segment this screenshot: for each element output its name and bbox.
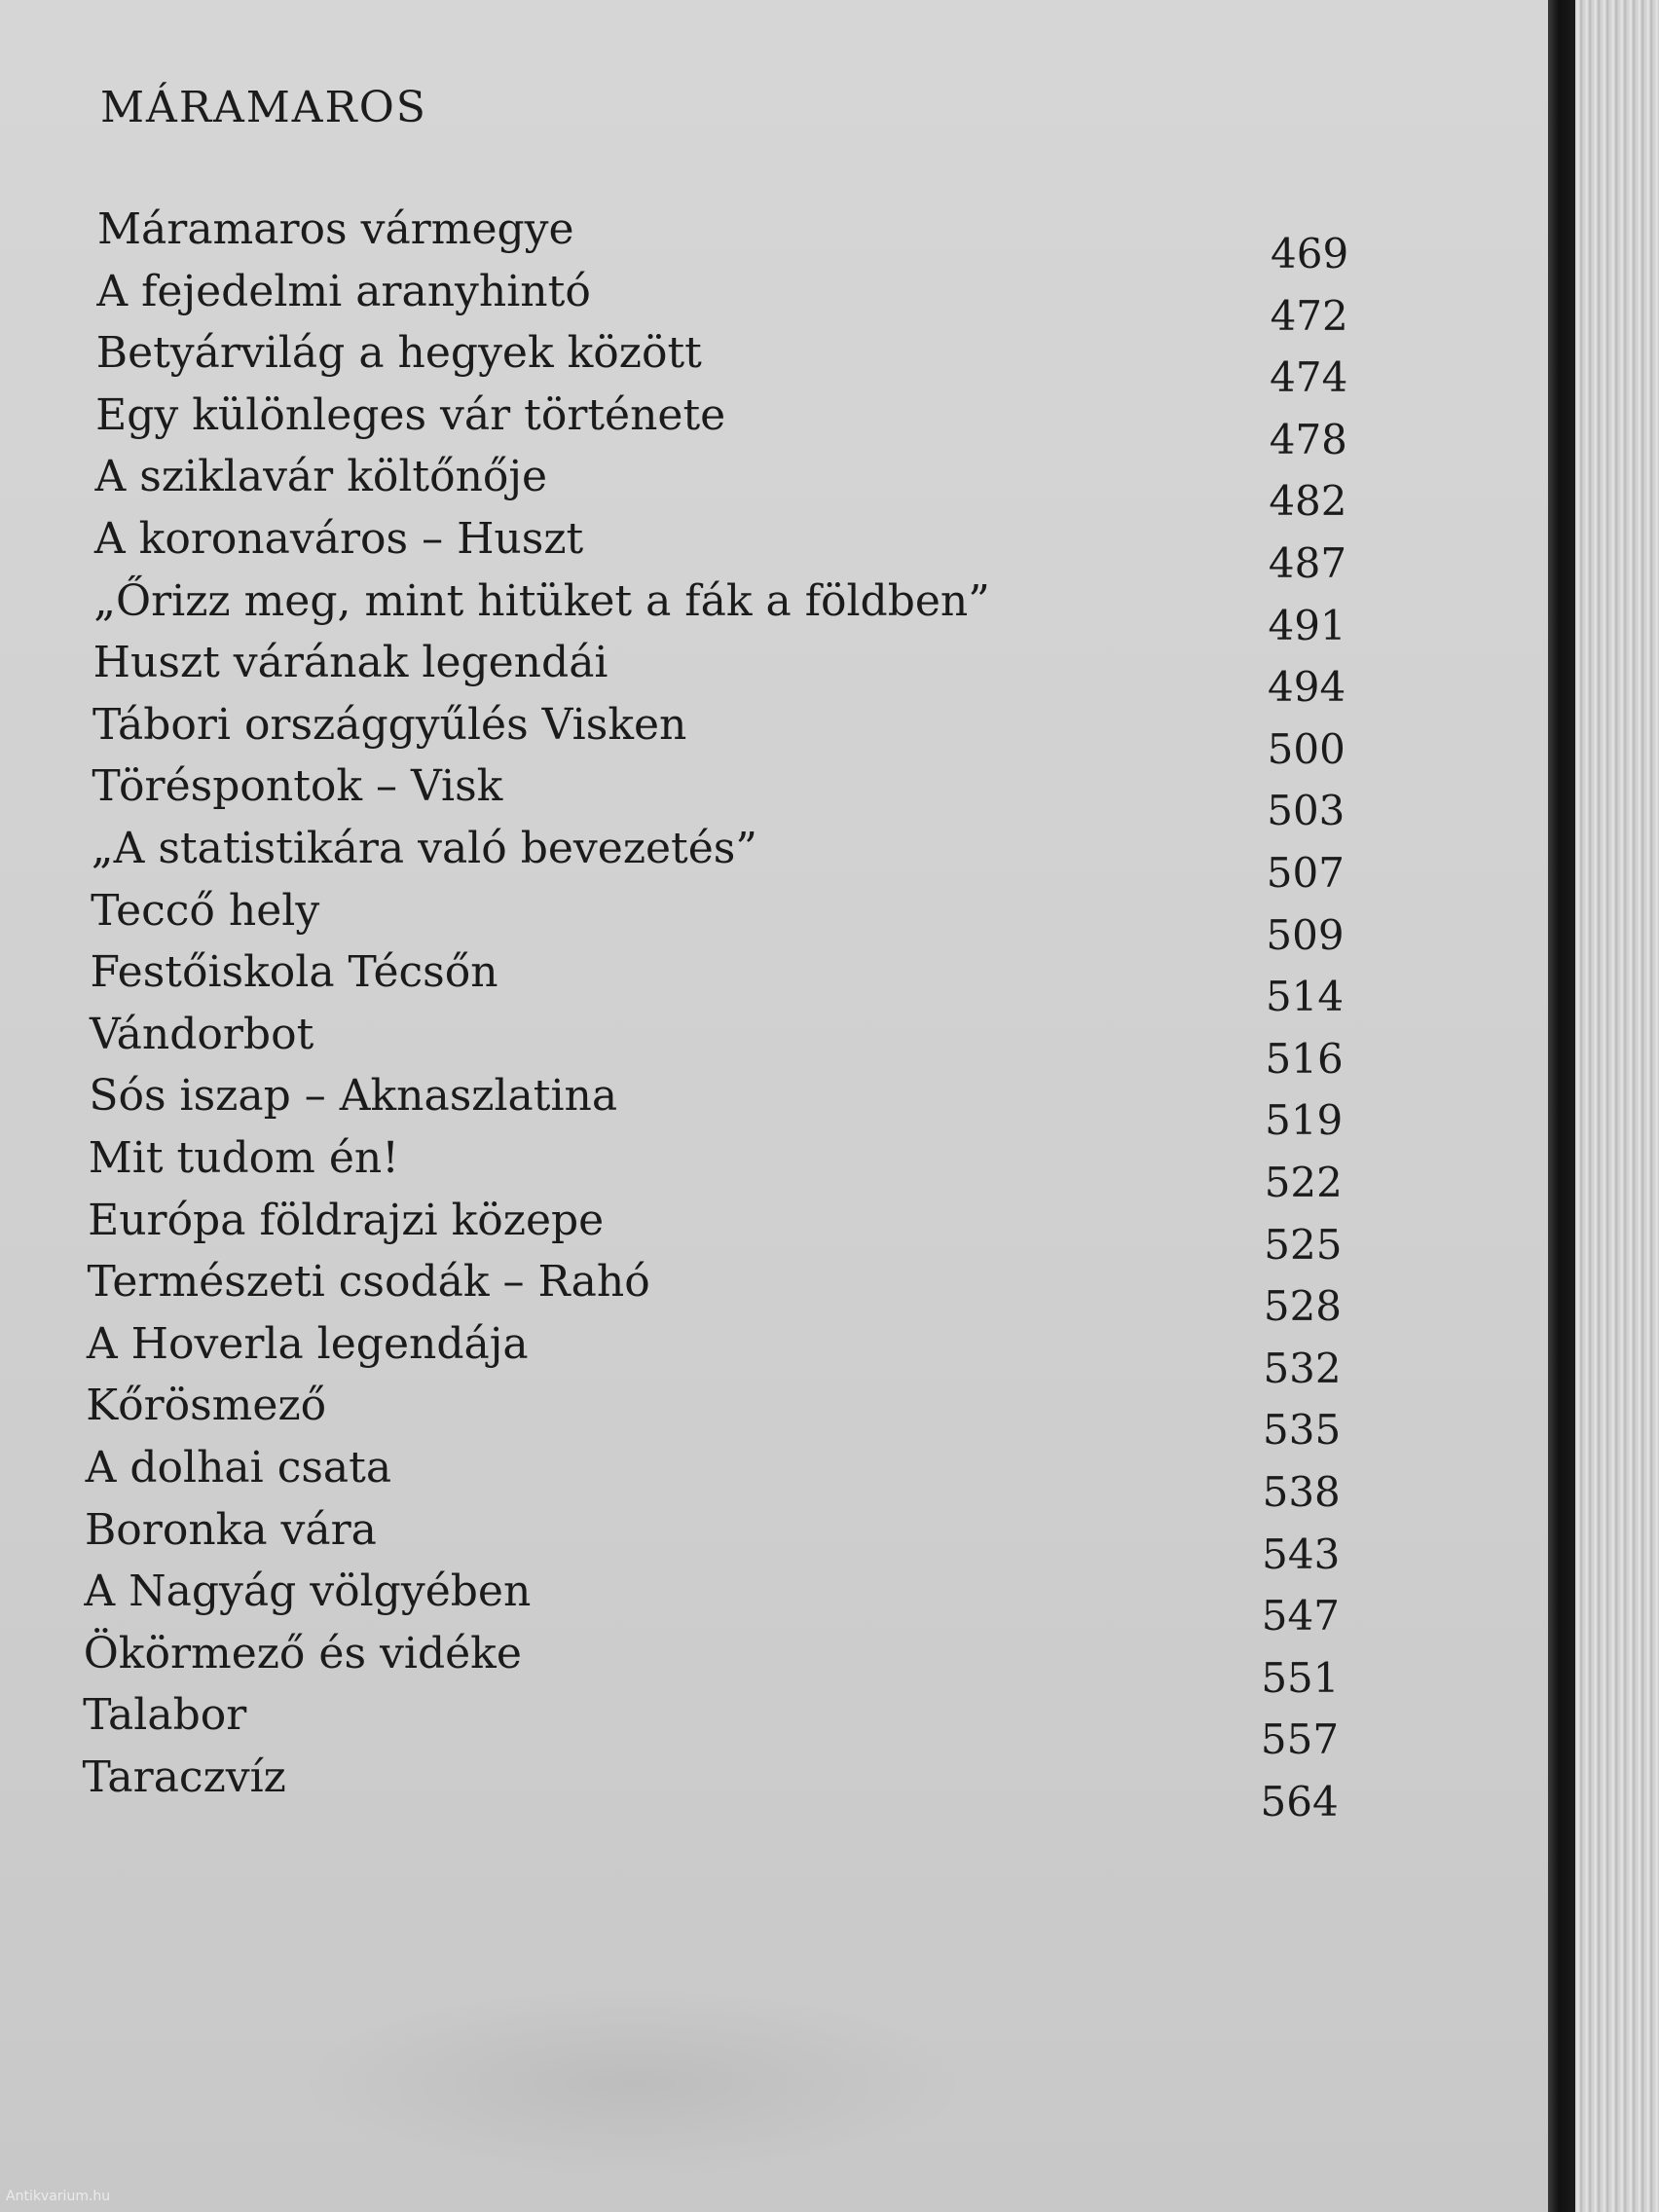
toc-entry [0, 1690, 1548, 1764]
toc-entry-page: 519 [1265, 1096, 1344, 1145]
toc-entry-title: Festőiskola Técsőn [90, 947, 498, 998]
toc-entry-title: Talabor [83, 1690, 247, 1741]
toc-entry-title: A Hoverla legendája [86, 1318, 529, 1369]
toc-entry-page: 491 [1268, 601, 1346, 649]
toc-entry-page: 469 [1271, 230, 1349, 277]
toc-entry-title: A dolhai csata [85, 1443, 392, 1493]
watermark-text: Antikvarium.hu [6, 2189, 111, 2204]
toc-entry-title: Taraczvíz [82, 1752, 286, 1802]
toc-entry [0, 389, 1548, 463]
toc-entry [0, 1504, 1548, 1578]
toc-entry [0, 1257, 1548, 1331]
toc-entry-title: Természeti csodák – Rahó [87, 1257, 650, 1308]
toc-entry-page: 474 [1270, 353, 1348, 402]
toc-entry-title: Máramaros vármegye [97, 204, 574, 254]
toc-entry-title: Boronka vára [84, 1504, 377, 1555]
toc-entry-title: Tábori országgyűlés Visken [92, 699, 687, 750]
toc-entry [0, 1009, 1548, 1083]
toc-entry-page: 478 [1269, 415, 1347, 463]
toc-entry-title: Sós iszap – Aknaszlatina [89, 1071, 618, 1122]
toc-entry [0, 1443, 1548, 1516]
toc-entry-page: 528 [1263, 1282, 1343, 1331]
toc-entry-page: 487 [1268, 539, 1347, 587]
toc-entry-page: 472 [1270, 291, 1348, 340]
toc-entry-page: 514 [1265, 973, 1345, 1021]
toc-entry [0, 1318, 1548, 1392]
toc-entry-page: 503 [1267, 787, 1346, 835]
section-title: MÁRAMAROS [100, 83, 427, 132]
toc-entry-title: A Nagyág völgyében [84, 1567, 532, 1617]
toc-entry-title: A sziklavár költőnője [94, 452, 548, 502]
toc-entry-title: Kőrösmező [86, 1381, 327, 1431]
toc-entry-page: 525 [1264, 1220, 1343, 1269]
toc-entry [0, 514, 1548, 587]
toc-entry [0, 638, 1548, 712]
toc-entry-page: 482 [1269, 477, 1347, 526]
toc-entry-page: 535 [1263, 1406, 1342, 1455]
toc-entry-title: Teccő hely [91, 885, 320, 936]
toc-entry [0, 824, 1548, 897]
toc-entry-page: 522 [1264, 1159, 1343, 1206]
toc-entry [0, 1133, 1548, 1206]
toc-entry [0, 1195, 1548, 1269]
toc-entry-page: 516 [1265, 1034, 1344, 1083]
toc-entry [0, 1381, 1548, 1455]
toc-entry [0, 947, 1548, 1021]
toc-entry-title: „Őrizz meg, mint hitüket a fák a földben” [93, 575, 990, 626]
toc-entry-title: A fejedelmi aranyhintó [96, 266, 591, 316]
toc-entry [0, 575, 1548, 649]
toc-entry-title: Európa földrajzi közepe [88, 1195, 605, 1245]
toc-entry-title: Töréspontok – Visk [92, 761, 503, 812]
toc-entry-page: 509 [1266, 910, 1345, 959]
toc-entry [0, 699, 1548, 773]
toc-entry-title: „A statistikára való bevezetés” [91, 824, 757, 873]
toc-entry [0, 266, 1548, 340]
toc-entry-title: Huszt várának legendái [92, 638, 608, 688]
toc-entry-page: 551 [1261, 1653, 1340, 1702]
toc-entry-title: Betyárvilág a hegyek között [95, 328, 702, 379]
book-page-edges [1575, 0, 1659, 2212]
toc-entry-page: 538 [1262, 1468, 1341, 1516]
toc-entry-page: 564 [1260, 1778, 1339, 1825]
toc-entry [0, 1071, 1548, 1145]
book-spine-shadow [1548, 0, 1575, 2212]
toc-entry-title: Ökörmező és vidéke [83, 1628, 522, 1678]
toc-entry-page: 557 [1260, 1715, 1340, 1764]
toc-entry [0, 452, 1548, 526]
toc-entry-page: 547 [1261, 1592, 1340, 1641]
toc-entry [0, 1752, 1548, 1825]
toc-entry-title: A koronaváros – Huszt [93, 514, 584, 564]
toc-entry-page: 543 [1262, 1530, 1341, 1578]
toc-entry [0, 1628, 1548, 1702]
toc-entry [0, 761, 1548, 835]
toc-entry [0, 885, 1548, 959]
toc-entry [0, 328, 1548, 402]
toc-entry-page: 532 [1263, 1344, 1342, 1392]
toc-entry-title: Mit tudom én! [88, 1133, 399, 1183]
toc-entry [0, 1567, 1548, 1641]
toc-entry-title: Egy különleges vár története [95, 389, 726, 440]
toc-entry [0, 204, 1548, 277]
toc-entry-page: 500 [1267, 724, 1346, 773]
toc-entry-title: Vándorbot [89, 1009, 314, 1059]
toc-entry-page: 507 [1266, 849, 1345, 897]
toc-entry-page: 494 [1268, 663, 1346, 712]
